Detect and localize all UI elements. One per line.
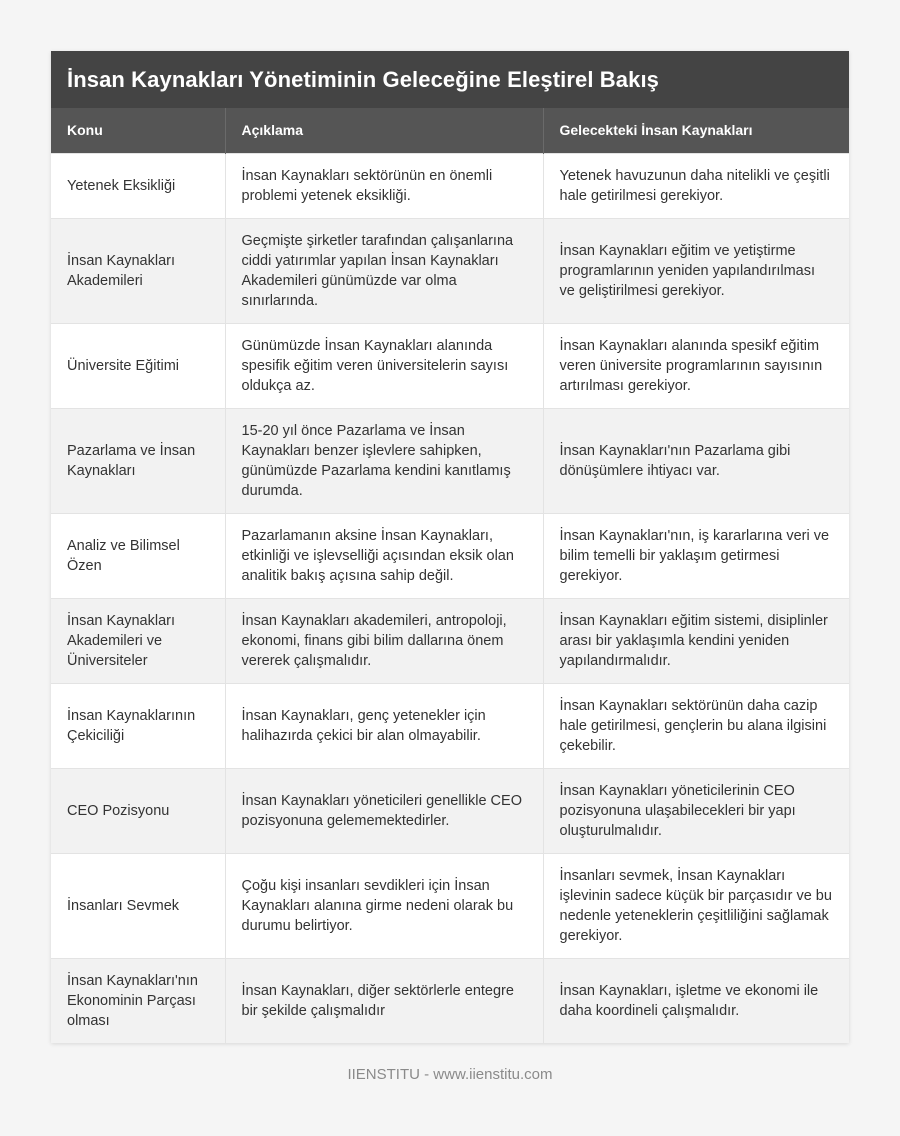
cell-description: İnsan Kaynakları yöneticileri genellikle CEO pozisyonuna gelememektedirler. bbox=[225, 768, 543, 853]
cell-future: İnsan Kaynakları'nın Pazarlama gibi dönüşümlere ihtiyacı var. bbox=[543, 408, 849, 513]
table-row bbox=[51, 513, 849, 598]
table-row bbox=[51, 958, 849, 1043]
header-row bbox=[51, 108, 849, 153]
cell-future: Yetenek havuzunun daha nitelikli ve çeşitli hale getirilmesi gerekiyor. bbox=[543, 153, 849, 218]
footer-credit: IIENSTITU - www.iienstitu.com bbox=[347, 1066, 553, 1083]
table-row bbox=[51, 408, 849, 513]
column-header-aciklama: Açıklama bbox=[225, 108, 543, 153]
cell-topic: Analiz ve Bilimsel Özen bbox=[51, 513, 225, 598]
cell-topic: Pazarlama ve İnsan Kaynakları bbox=[51, 408, 225, 513]
cell-topic: İnsan Kaynaklarının Çekiciliği bbox=[51, 683, 225, 768]
table-row bbox=[51, 683, 849, 768]
cell-description: Çoğu kişi insanları sevdikleri için İnsan Kaynakları alanına girme nedeni olarak bu durumu belirtiyor. bbox=[225, 853, 543, 958]
table-row bbox=[51, 598, 849, 683]
column-header-konu: Konu bbox=[51, 108, 225, 153]
table-row bbox=[51, 218, 849, 323]
table-row bbox=[51, 153, 849, 218]
cell-future: İnsan Kaynakları, işletme ve ekonomi ile daha koordineli çalışmalıdır. bbox=[543, 958, 849, 1043]
table-title: İnsan Kaynakları Yönetiminin Geleceğine Eleştirel Bakış bbox=[51, 51, 849, 108]
cell-description: İnsan Kaynakları, diğer sektörlerle entegre bir şekilde çalışmalıdır bbox=[225, 958, 543, 1043]
cell-topic: Yetenek Eksikliği bbox=[51, 153, 225, 218]
table-row bbox=[51, 853, 849, 958]
cell-topic: Üniversite Eğitimi bbox=[51, 323, 225, 408]
cell-topic: CEO Pozisyonu bbox=[51, 768, 225, 853]
table-card bbox=[51, 51, 849, 1043]
column-header-gelecek: Gelecekteki İnsan Kaynakları bbox=[543, 108, 849, 153]
cell-future: İnsan Kaynakları'nın, iş kararlarına veri ve bilim temelli bir yaklaşım getirmesi gerekiyor. bbox=[543, 513, 849, 598]
cell-future: İnsan Kaynakları yöneticilerinin CEO pozisyonuna ulaşabilecekleri bir yapı oluşturulmalıdır. bbox=[543, 768, 849, 853]
cell-description: İnsan Kaynakları, genç yetenekler için halihazırda çekici bir alan olmayabilir. bbox=[225, 683, 543, 768]
cell-topic: İnsan Kaynakları Akademileri ve Üniversiteler bbox=[51, 598, 225, 683]
table-row bbox=[51, 768, 849, 853]
cell-description: Günümüzde İnsan Kaynakları alanında spesifik eğitim veren üniversitelerin sayısı oldukça az. bbox=[225, 323, 543, 408]
cell-topic: İnsan Kaynakları Akademileri bbox=[51, 218, 225, 323]
table-row bbox=[51, 323, 849, 408]
cell-future: İnsanları sevmek, İnsan Kaynakları işlevinin sadece küçük bir parçasıdır ve bu nedenle yeteneklerin çeşitliliğini sağlamak gerekiyor. bbox=[543, 853, 849, 958]
cell-future: İnsan Kaynakları eğitim sistemi, disiplinler arası bir yaklaşımla kendini yeniden yapılandırmalıdır. bbox=[543, 598, 849, 683]
cell-future: İnsan Kaynakları sektörünün daha cazip hale getirilmesi, gençlerin bu alana ilgisini çekebilir. bbox=[543, 683, 849, 768]
cell-description: Geçmişte şirketler tarafından çalışanlarına ciddi yatırımlar yapılan İnsan Kaynakları Akademileri günümüzde var olma sınırlarında. bbox=[225, 218, 543, 323]
cell-description: 15-20 yıl önce Pazarlama ve İnsan Kaynakları benzer işlevlere sahipken, günümüzde Pazarlama kendini kanıtlamış durumda. bbox=[225, 408, 543, 513]
cell-description: İnsan Kaynakları sektörünün en önemli problemi yetenek eksikliği. bbox=[225, 153, 543, 218]
cell-topic: İnsan Kaynakları'nın Ekonominin Parçası olması bbox=[51, 958, 225, 1043]
data-table bbox=[51, 108, 849, 1043]
cell-description: İnsan Kaynakları akademileri, antropoloji, ekonomi, finans gibi bilim dallarına önem vererek çalışmalıdır. bbox=[225, 598, 543, 683]
cell-topic: İnsanları Sevmek bbox=[51, 853, 225, 958]
cell-future: İnsan Kaynakları alanında spesikf eğitim veren üniversite programlarının sayısının artırılması gerekiyor. bbox=[543, 323, 849, 408]
cell-future: İnsan Kaynakları eğitim ve yetiştirme programlarının yeniden yapılandırılması ve geliştirilmesi gerekiyor. bbox=[543, 218, 849, 323]
cell-description: Pazarlamanın aksine İnsan Kaynakları, etkinliği ve işlevselliği açısından eksik olan analitik bakış açısına sahip değil. bbox=[225, 513, 543, 598]
